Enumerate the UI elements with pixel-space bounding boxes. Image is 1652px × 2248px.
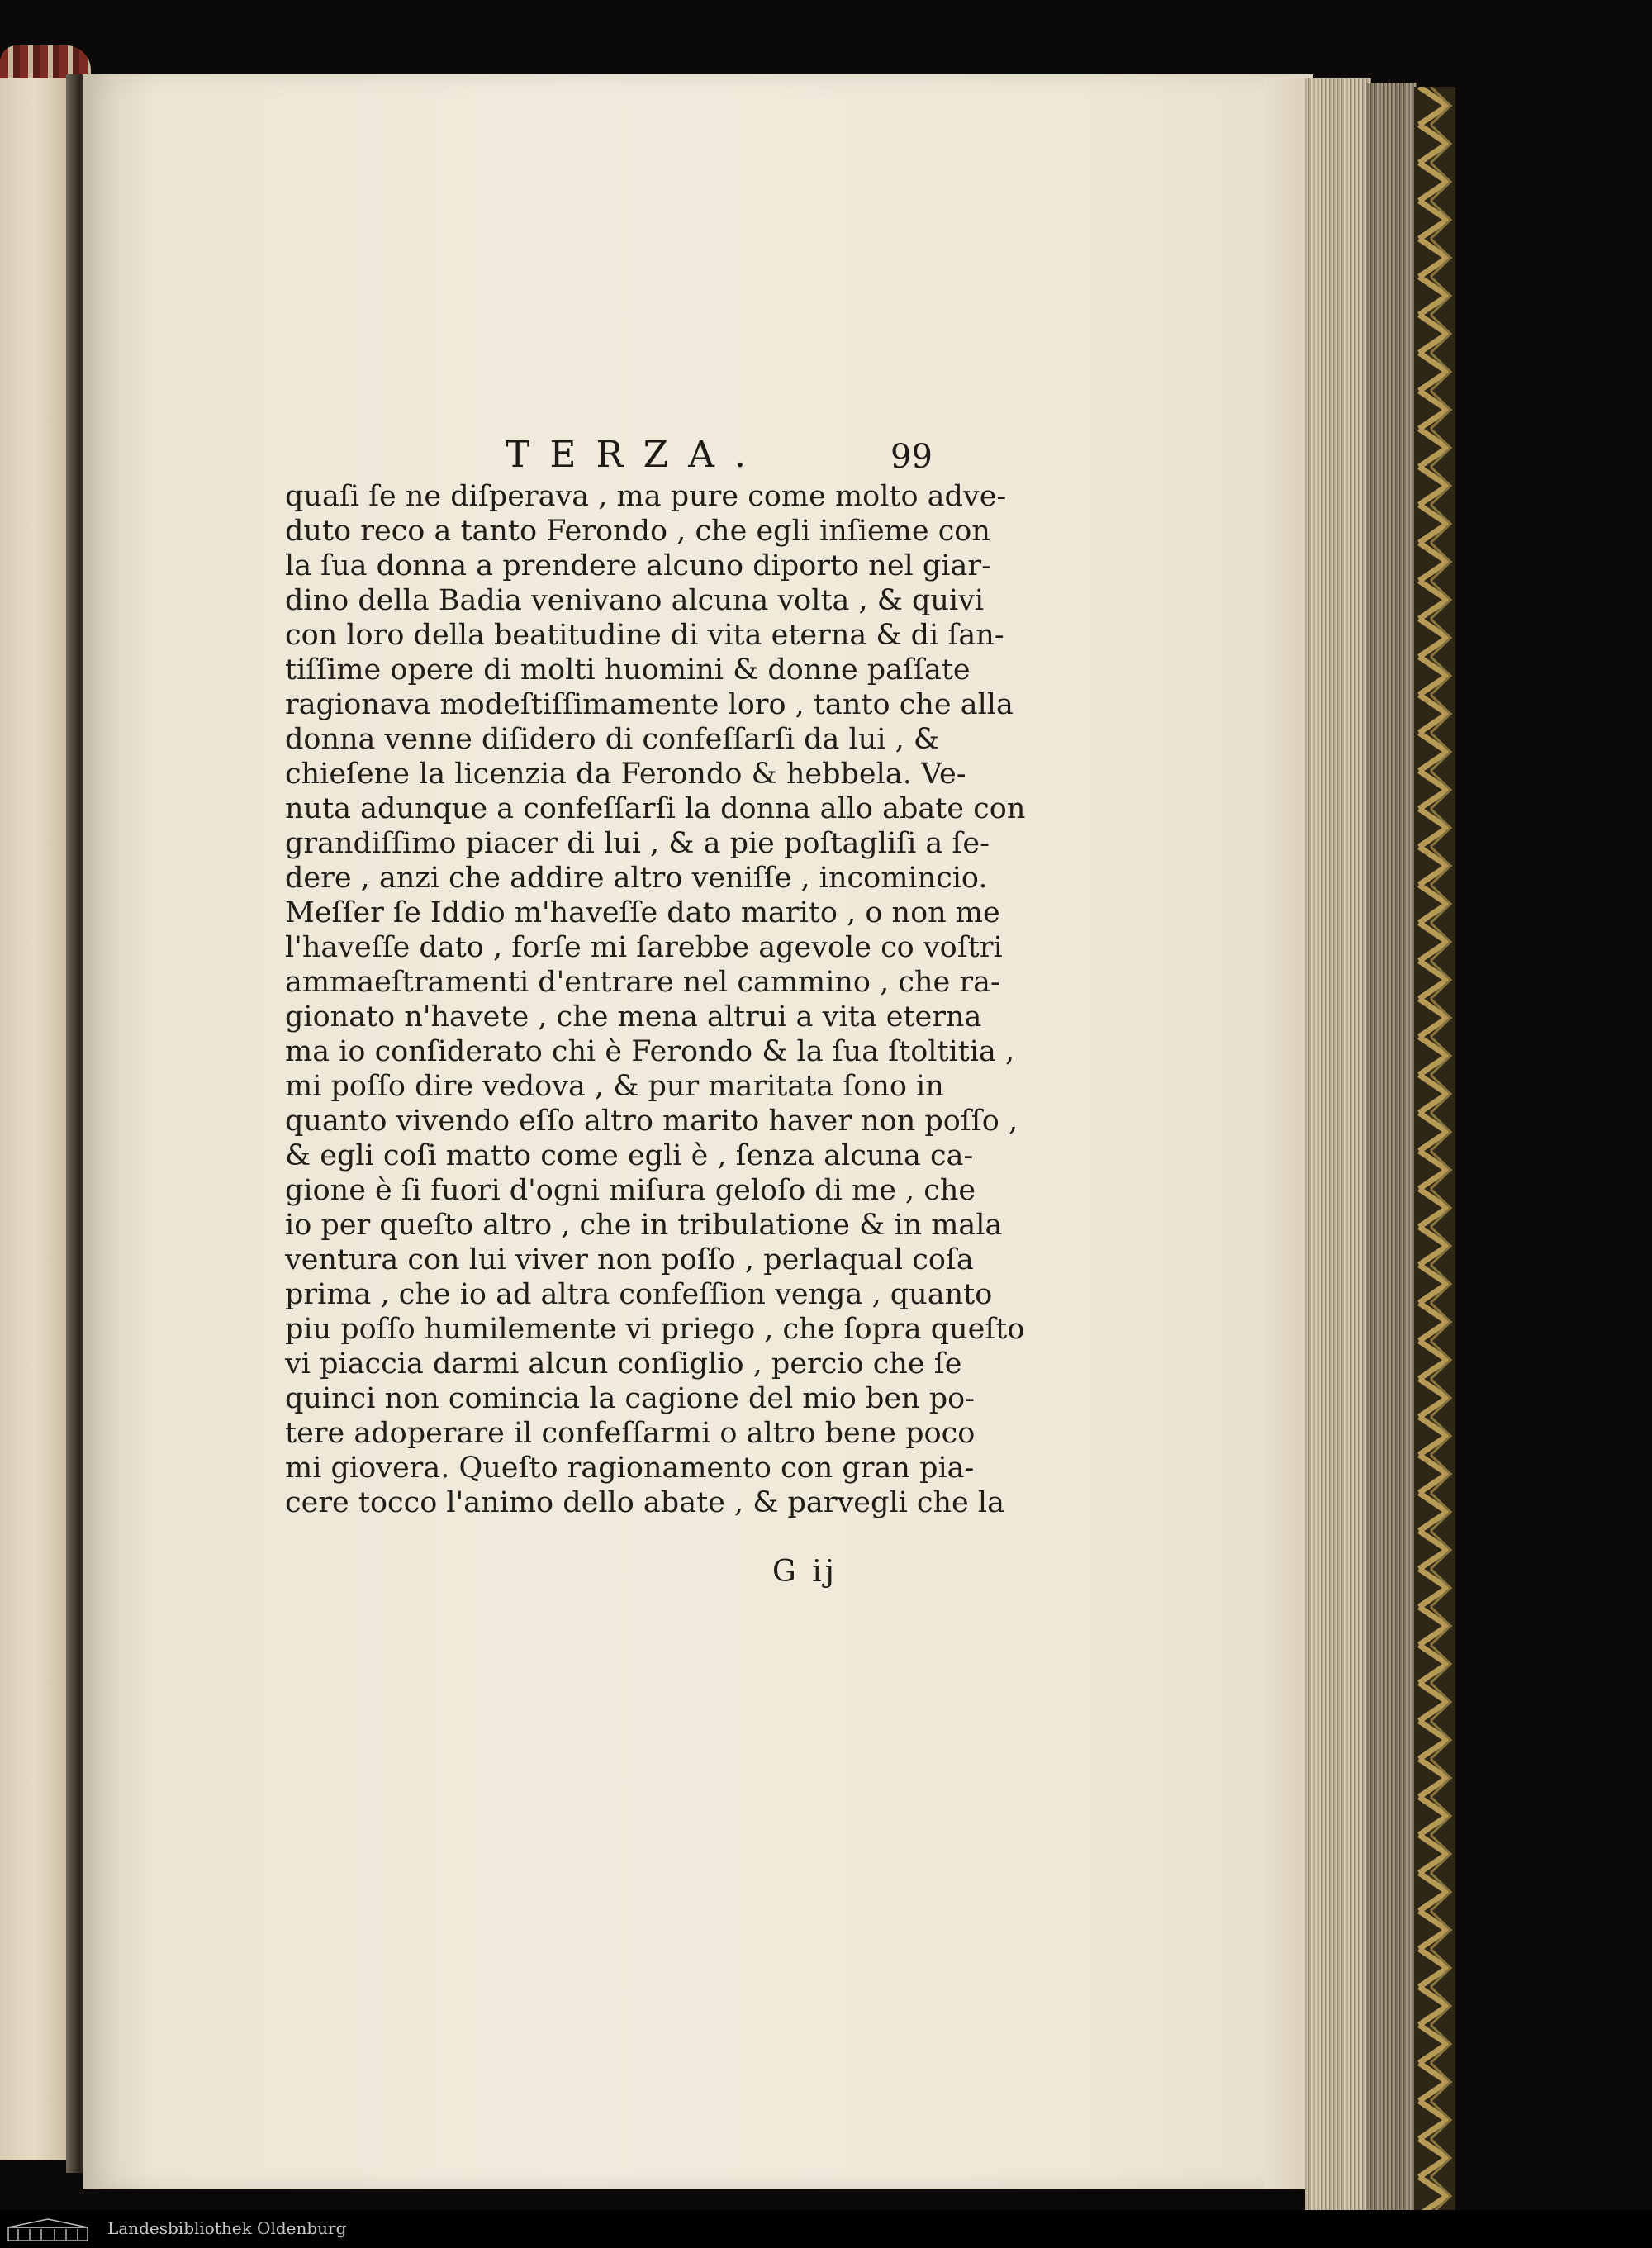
text-line: Meſſer ſe Iddio m'haveſſe dato marito , o non me <box>285 896 1000 929</box>
text-line: duto reco a tanto Ferondo , che egli inſieme con <box>285 515 990 548</box>
text-line: dino della Badia venivano alcuna volta , & quivi <box>285 584 985 617</box>
text-line: gione è ſi fuori d'ogni miſura geloſo di me , che <box>285 1174 976 1207</box>
text-line: quanto vivendo eſſo altro marito haver non poſſo , <box>285 1105 1018 1138</box>
page-edges <box>1305 78 1371 2214</box>
text-line: & egli coſi matto come egli è , ſenza alcuna ca- <box>285 1139 974 1172</box>
text-line: quinci non comincia la cagione del mio ben po- <box>285 1382 976 1415</box>
text-line: nuta adunque a confeſſarſi la donna allo abate con <box>285 792 1026 825</box>
page-edges-shadow <box>1367 83 1417 2222</box>
text-line: dere , anzi che addire altro veniſſe , incomincio. <box>285 862 988 895</box>
body-text <box>285 479 1026 1520</box>
running-head: TERZA. <box>506 434 766 476</box>
text-line: ma io conſiderato chi è Ferondo & la ſua ſtoltitia , <box>285 1035 1015 1068</box>
text-line: mi poſſo dire vedova , & pur maritata ſono in <box>285 1070 944 1103</box>
text-line: l'haveſſe dato , forſe mi ſarebbe agevole co voſtri <box>285 931 1003 964</box>
text-line: grandiſſimo piacer di lui , & a pie poſtagliſi a ſe- <box>285 827 990 860</box>
text-line: donna venne diſidero di confeſſarſi da lui , & <box>285 723 939 756</box>
text-line: quaſi ſe ne diſperava , ma pure come molto adve- <box>285 480 1007 513</box>
text-line: tere adoperare il confeſſarmi o altro bene poco <box>285 1417 976 1450</box>
text-line: con loro della beatitudine di vita eterna & di ſan- <box>285 619 1004 652</box>
left-page-edge <box>0 78 76 2160</box>
text-line: piu poſſo humilemente vi priego , che ſopra queſto <box>285 1313 1025 1346</box>
text-line: tiſſime opere di molti huomini & donne paſſate <box>285 653 971 687</box>
spine-ornament <box>1414 87 1455 2235</box>
text-line: ragionava modeſtiſſimamente loro , tanto che alla <box>285 688 1014 721</box>
text-line: la ſua donna a prendere alcuno diporto nel giar- <box>285 549 991 582</box>
text-line: gionato n'havete , che mena altrui a vita eterna <box>285 1000 982 1034</box>
text-line: ventura con lui viver non poſſo , perlaqual coſa <box>285 1243 974 1276</box>
page-number: 99 <box>890 438 933 476</box>
text-line: cere tocco l'animo dello abate , & parvegli che la <box>285 1486 1004 1519</box>
text-line: chieſene la licenzia da Ferondo & hebbela. Ve- <box>285 758 966 791</box>
library-logo-icon <box>7 2217 89 2242</box>
signature-mark: G ij <box>772 1555 838 1589</box>
text-line: vi piaccia darmi alcun conſiglio , percio che ſe <box>285 1347 962 1381</box>
text-line: prima , che io ad altra confeſſion venga , quanto <box>285 1278 993 1311</box>
gilt-spine <box>1414 87 1455 2235</box>
text-line: ammaeſtramenti d'entrare nel cammino , che ra- <box>285 966 1000 999</box>
library-name: Landesbibliothek Oldenburg <box>107 2218 347 2238</box>
text-line: mi giovera. Queſto ragionamento con gran pia- <box>285 1452 975 1485</box>
text-line: io per queſto altro , che in tribulatione & in mala <box>285 1209 1003 1242</box>
